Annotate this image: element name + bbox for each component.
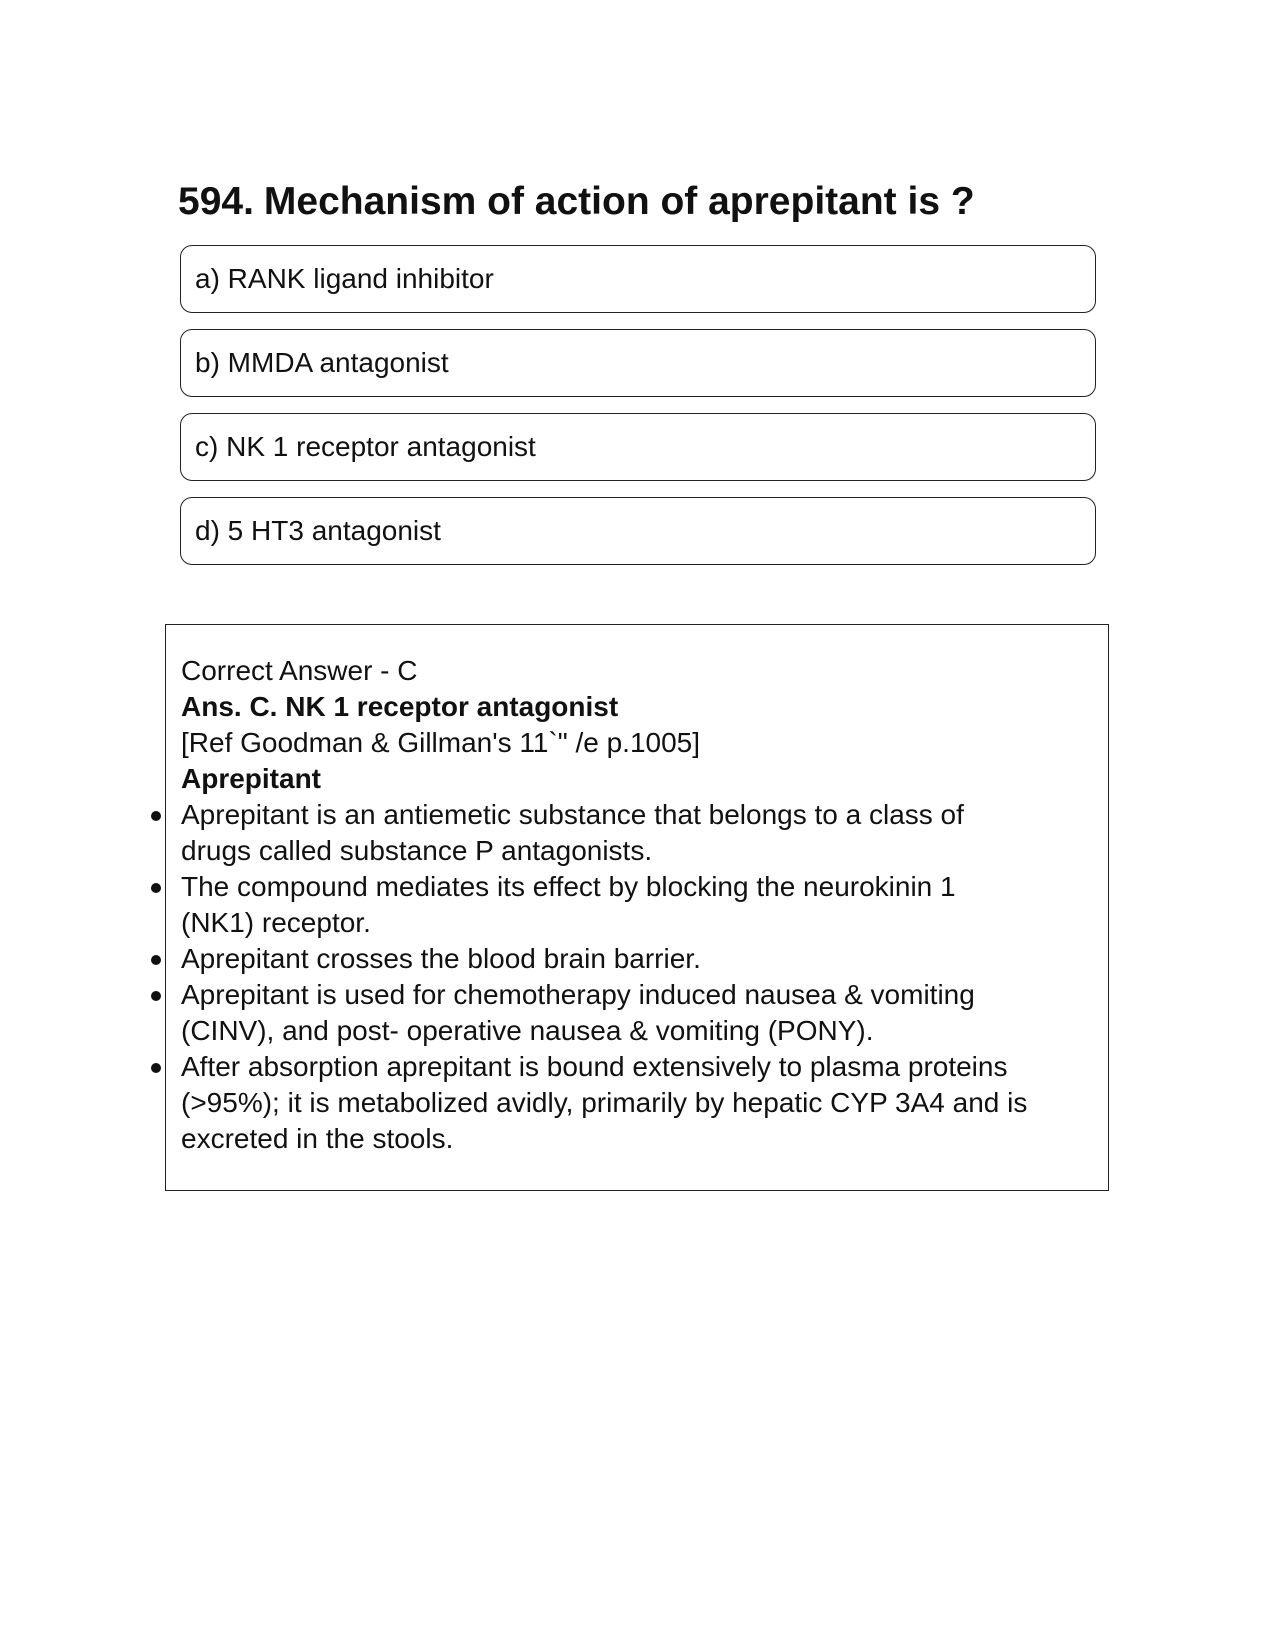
option-b[interactable] [180, 329, 1096, 397]
list-item-line: (CINV), and post- operative nausea & vomiting (PONY). [181, 1015, 874, 1046]
list-item [181, 977, 1101, 1049]
question-number: 594. [178, 180, 254, 223]
option-d[interactable] [180, 497, 1096, 565]
list-item-line: (>95%); it is metabolized avidly, primarily by hepatic CYP 3A4 and is [181, 1087, 1028, 1118]
option-a[interactable] [180, 245, 1096, 313]
option-c-label: c) NK 1 receptor antagonist [195, 431, 536, 462]
answer-heading: Ans. C. NK 1 receptor antagonist [181, 691, 619, 722]
option-b-label: b) MMDA antagonist [195, 347, 449, 378]
bullet-dot-icon [151, 883, 161, 893]
list-item-line: drugs called substance P antagonists. [181, 835, 653, 866]
list-item-line: Aprepitant crosses the blood brain barrier. [181, 943, 701, 974]
explanation-list [181, 797, 1101, 1157]
bullet-dot-icon [151, 991, 161, 1001]
list-item [181, 797, 1101, 869]
list-item-line: After absorption aprepitant is bound extensively to plasma proteins [181, 1051, 1008, 1082]
option-a-label: a) RANK ligand inhibitor [195, 263, 494, 294]
correct-answer: Correct Answer - C [181, 655, 418, 686]
answer-reference: [Ref Goodman & Gillman's 11`" /e p.1005] [181, 727, 701, 758]
list-item-line: (NK1) receptor. [181, 907, 371, 938]
question-text: Mechanism of action of aprepitant is ? [263, 180, 975, 223]
answer-subheading: Aprepitant [181, 763, 321, 794]
list-item-line: Aprepitant is an antiemetic substance that belongs to a class of [181, 799, 964, 830]
bullet-dot-icon [151, 1063, 161, 1073]
bullet-dot-icon [151, 955, 161, 965]
list-item-line: excreted in the stools. [181, 1123, 454, 1154]
question-title [178, 176, 975, 228]
bullet-dot-icon [151, 811, 161, 821]
list-item [181, 869, 1101, 941]
list-item [181, 941, 1101, 977]
list-item [181, 1049, 1101, 1157]
option-d-label: d) 5 HT3 antagonist [195, 515, 441, 546]
option-c[interactable] [180, 413, 1096, 481]
list-item-line: The compound mediates its effect by blocking the neurokinin 1 [181, 871, 956, 902]
answer-content [181, 653, 1101, 1157]
list-item-line: Aprepitant is used for chemotherapy induced nausea & vomiting [181, 979, 975, 1010]
